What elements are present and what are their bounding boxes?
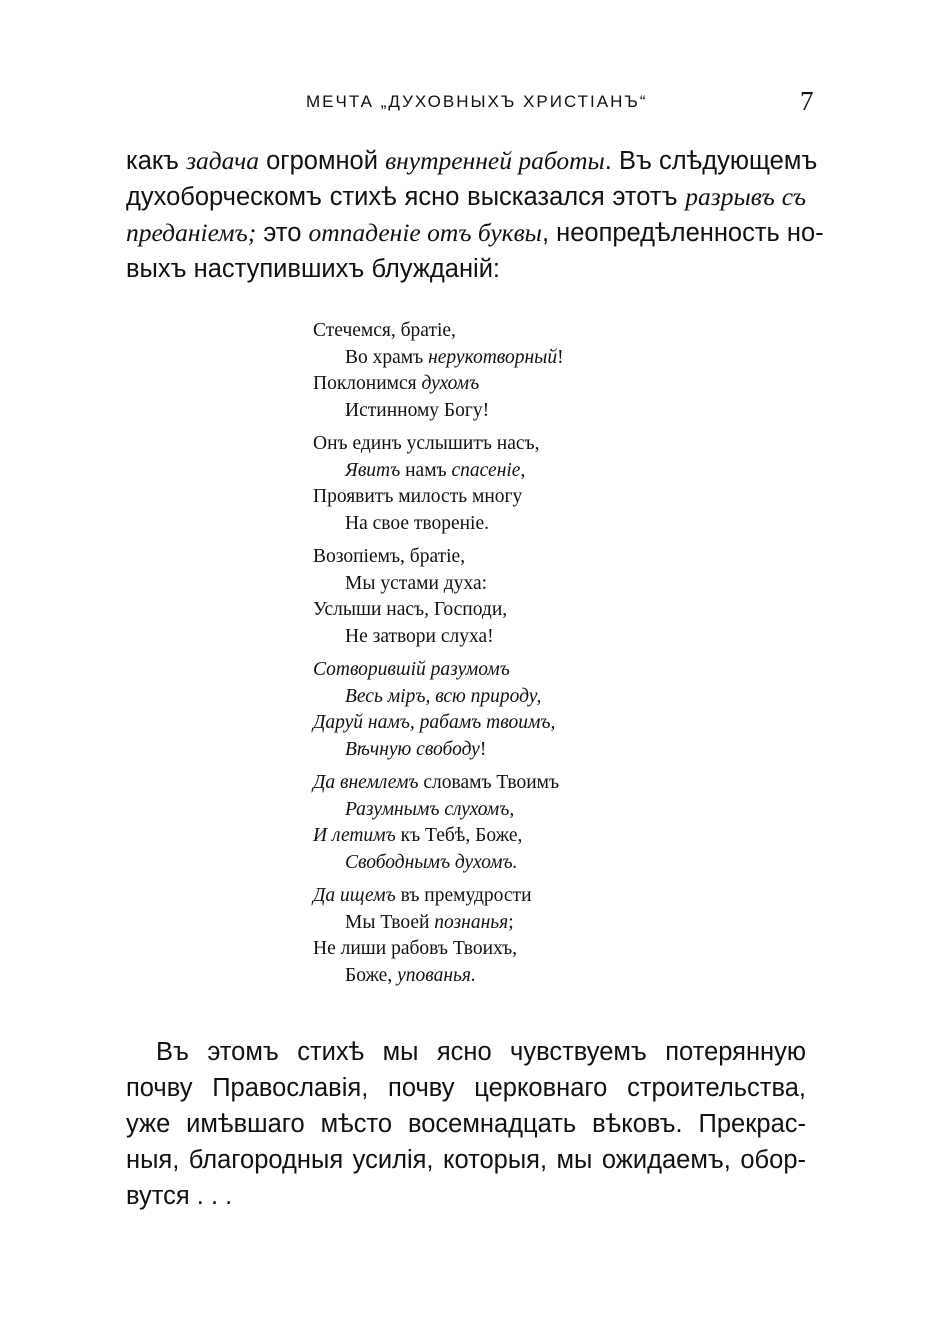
text-run: словамъ Твоимъ (418, 772, 560, 793)
text-run: какъ (126, 147, 187, 175)
text-run: , (520, 459, 526, 481)
text-run: выхъ наступившихъ блужданій: (126, 255, 501, 283)
poem-verse (313, 910, 653, 937)
poem-verse (313, 850, 653, 877)
emphasis-text: Да ищемъ (313, 885, 396, 906)
poem-verse (313, 710, 653, 737)
text-run: Стечемся, братіе, (313, 320, 456, 341)
text-run: Мы Твоей (345, 911, 435, 933)
text-run: вутся . . . (126, 1182, 233, 1210)
text-run: это (256, 219, 309, 247)
running-head (0, 86, 936, 122)
running-title: МЕЧТА „ДУХОВНЫХЪ ХРИСТІАНЪ“ (306, 92, 648, 111)
emphasis-text: нерукотворный (428, 346, 558, 368)
intro-paragraph (126, 143, 824, 287)
text-run: намъ (400, 459, 452, 481)
text-run: Во храмъ (345, 346, 429, 368)
text-run: Боже, (345, 964, 398, 986)
poem-verse (313, 797, 653, 824)
paragraph-line (126, 1142, 806, 1178)
poem-stanza (313, 431, 653, 537)
poem-verse (313, 624, 653, 651)
poem-stanza (313, 657, 653, 763)
paragraph-line (126, 179, 806, 215)
text-run: Поклонимся (313, 373, 422, 394)
emphasis-text: Даруй намъ, рабамъ твоимъ, (313, 712, 556, 733)
emphasis-text: отпаденіе отъ буквы (308, 218, 542, 247)
emphasis-text: спасеніе (451, 459, 521, 481)
poem-verse (313, 511, 653, 538)
poem-verse (313, 597, 653, 624)
text-run: ! (479, 738, 487, 760)
text-run: ; (508, 911, 514, 933)
emphasis-text: Сотворившій разумомъ (313, 659, 510, 680)
paragraph-line (126, 1178, 806, 1214)
text-run: На свое твореніе. (345, 512, 489, 534)
poem-verse (313, 398, 653, 425)
poem-verse (313, 963, 653, 990)
poem-verse (313, 345, 653, 372)
poem-verse (313, 684, 653, 711)
poem-verse (313, 571, 653, 598)
emphasis-text: Явитъ (345, 459, 401, 481)
poem-verse (313, 737, 653, 764)
emphasis-text: преданіемъ; (126, 218, 257, 247)
emphasis-text: Разумнымъ слухомъ, (345, 798, 515, 820)
poem-stanza (313, 318, 653, 424)
poem-verse (313, 318, 653, 345)
poem-stanza (313, 883, 653, 989)
poem-verse (313, 484, 653, 511)
text-run: огромной (259, 147, 386, 175)
emphasis-text: Да внемлемъ (313, 772, 419, 793)
emphasis-text: познанья (434, 911, 509, 933)
emphasis-text: задача (186, 146, 260, 175)
poem-verse (313, 657, 653, 684)
text-run: , неопредѣленность но- (541, 219, 824, 247)
poem-verse (313, 431, 653, 458)
text-run: Не лиши рабовъ Твоихъ, (313, 938, 518, 959)
poem (313, 318, 653, 996)
poem-stanza (313, 770, 653, 876)
poem-verse (313, 458, 653, 485)
emphasis-text: Вѣчную свободу (345, 738, 480, 760)
emphasis-text: внутренней работы (385, 146, 605, 175)
paragraph-line (126, 215, 824, 251)
page-number: 7 (800, 86, 814, 116)
paragraph-line (126, 143, 818, 179)
poem-verse (313, 544, 653, 571)
poem-verse (313, 883, 653, 910)
poem-verse (313, 770, 653, 797)
text-run: ! (557, 346, 564, 368)
text-run: . Въ слѣдующемъ (604, 147, 818, 175)
closing-paragraph (126, 1034, 806, 1214)
text-run: Мы устами духа: (345, 572, 488, 594)
text-run: Возопіемъ, братіе, (313, 546, 466, 567)
text-run: Истинному Богу! (345, 399, 490, 421)
text-run: почву Православія, почву церковнаго строительства, (126, 1074, 806, 1102)
text-run: Проявитъ милость многу (313, 486, 523, 507)
poem-stanza (313, 544, 653, 650)
paragraph-line (126, 1106, 806, 1142)
paragraph-line (126, 251, 806, 287)
text-run: Не затвори слуха! (345, 625, 494, 647)
text-run: уже имѣвшаго мѣсто восемнадцать вѣковъ. Прекрас- (126, 1110, 806, 1138)
text-run: ныя, благородныя усилія, которыя, мы ожидаемъ, обор- (126, 1146, 806, 1174)
text-run: въ премудрости (395, 885, 532, 906)
paragraph-line (126, 1034, 806, 1070)
emphasis-text: упованья. (397, 964, 476, 986)
poem-verse (313, 823, 653, 850)
poem-verse (313, 371, 653, 398)
text-run: Въ этомъ стихѣ мы ясно чувствуемъ потерянную (156, 1038, 806, 1066)
emphasis-text: Весь міръ, всю природу, (345, 685, 542, 707)
paragraph-line (126, 1070, 806, 1106)
text-run: Услыши насъ, Господи, (313, 599, 508, 620)
text-run: къ Тебѣ, Боже, (395, 825, 523, 846)
text-run: духоборческомъ стихѣ ясно высказался этотъ (126, 183, 686, 211)
poem-verse (313, 936, 653, 963)
emphasis-text: духомъ (421, 373, 480, 394)
text-run: Онъ единъ услышитъ насъ, (313, 433, 540, 454)
emphasis-text: разрывъ съ (685, 182, 807, 211)
emphasis-text: Свободнымъ духомъ. (345, 851, 518, 873)
emphasis-text: И летимъ (313, 825, 396, 846)
